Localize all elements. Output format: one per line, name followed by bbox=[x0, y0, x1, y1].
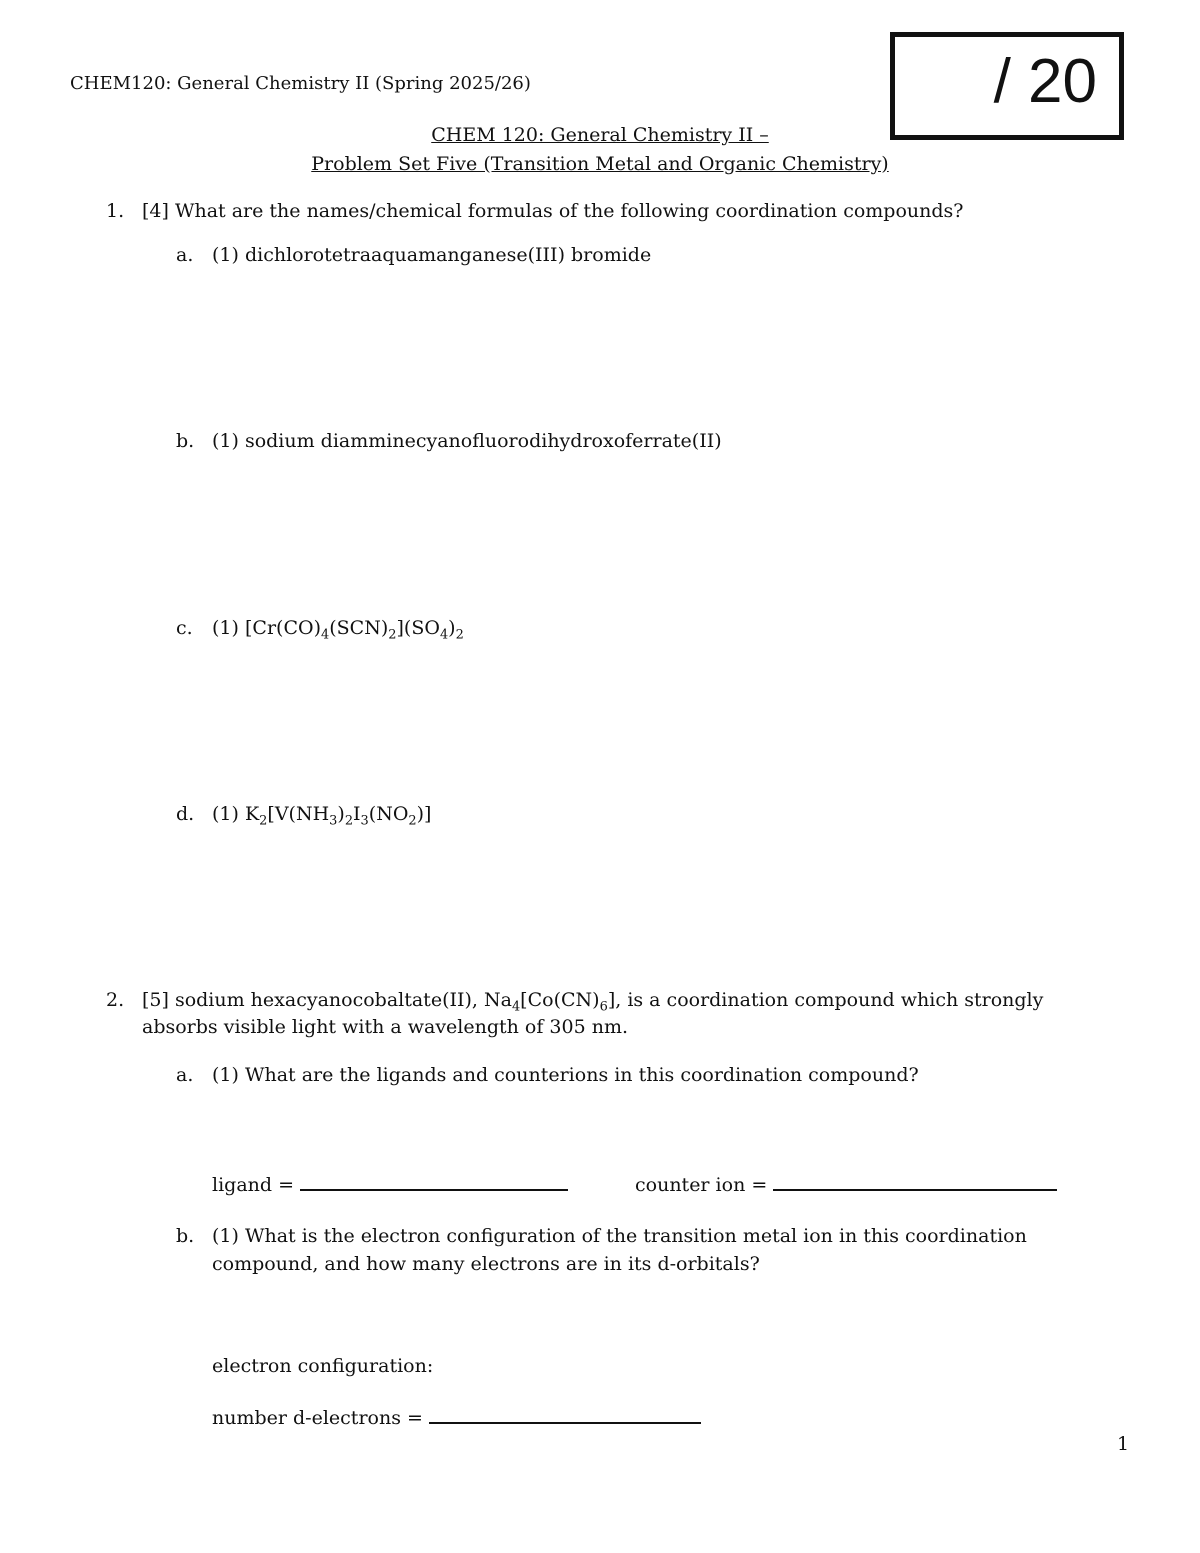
part-label: b. bbox=[176, 430, 195, 452]
points-prefix: (1) bbox=[212, 803, 239, 825]
electron-config-label: electron configuration: bbox=[212, 1355, 434, 1377]
ligand-field bbox=[212, 1170, 568, 1196]
question-text: [4] What are the names/chemical formulas of the following coordination compounds? bbox=[142, 200, 964, 222]
d-electrons-answer-blank[interactable] bbox=[429, 1403, 701, 1424]
part-text bbox=[212, 803, 432, 829]
chemical-formula: $[Cr(CO)_4(SCN)_2](SO_4)_2$ bbox=[244, 617, 464, 643]
part-label: a. bbox=[176, 1064, 194, 1086]
part-text: (1) What are the ligands and counterions in this coordination compound? bbox=[212, 1064, 919, 1086]
chemical-formula: $K_2[V(NH_3)_2I_3(NO_2)]$ bbox=[244, 803, 432, 829]
part-label: a. bbox=[176, 244, 194, 266]
d-electrons-field bbox=[212, 1403, 701, 1429]
question-text bbox=[142, 989, 1044, 1015]
part-text: (1) What is the electron configuration of the transition metal ion in this coordination bbox=[212, 1225, 1027, 1247]
page-title-line2: Problem Set Five (Transition Metal and Organic Chemistry) bbox=[311, 153, 889, 175]
part-text: (1) sodium diamminecyanofluorodihydroxoferrate(II) bbox=[212, 430, 722, 452]
question-text-end: , is a coordination compound which strongly bbox=[615, 989, 1044, 1011]
question-number: 1. bbox=[106, 200, 125, 222]
part-label: c. bbox=[176, 617, 193, 639]
part-label: b. bbox=[176, 1225, 195, 1247]
page-title-line1: CHEM 120: General Chemistry II – bbox=[431, 124, 769, 146]
part-text: (1) dichlorotetraaquamanganese(III) bromide bbox=[212, 244, 652, 266]
question-text-line2: absorbs visible light with a wavelength of 305 nm. bbox=[142, 1016, 629, 1038]
part-text bbox=[212, 617, 464, 643]
points-prefix: (1) bbox=[212, 617, 239, 639]
counterion-label: counter ion = bbox=[635, 1174, 768, 1196]
chemical-formula: $Na_4[Co(CN)_6]$ bbox=[483, 989, 616, 1015]
ligand-answer-blank[interactable] bbox=[300, 1170, 568, 1191]
part-label: d. bbox=[176, 803, 195, 825]
score-total: / 20 bbox=[993, 47, 1097, 116]
ligand-label: ligand = bbox=[212, 1174, 295, 1196]
course-header: CHEM120: General Chemistry II (Spring 2025/26) bbox=[70, 73, 531, 94]
part-text-line2: compound, and how many electrons are in its d-orbitals? bbox=[212, 1253, 760, 1275]
question-number: 2. bbox=[106, 989, 125, 1011]
counterion-answer-blank[interactable] bbox=[773, 1170, 1057, 1191]
page-number: 1 bbox=[1117, 1433, 1130, 1455]
d-electrons-label: number d-electrons = bbox=[212, 1407, 423, 1429]
counterion-field bbox=[635, 1170, 1057, 1196]
question-text-start: [5] sodium hexacyanocobaltate(II), bbox=[142, 989, 484, 1011]
